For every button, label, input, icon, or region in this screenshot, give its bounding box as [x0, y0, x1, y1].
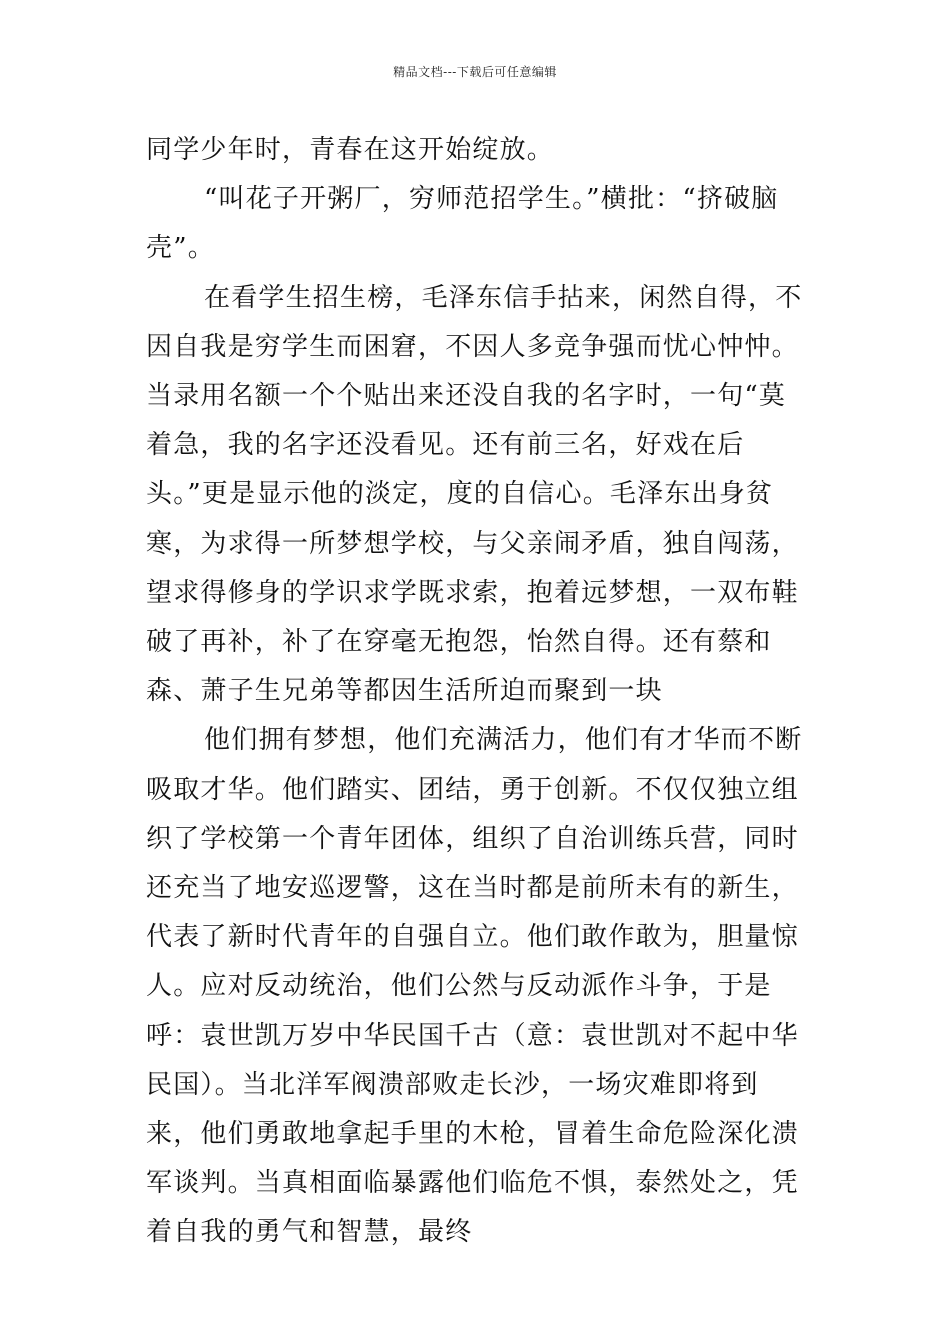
paragraph-enrollment: 在看学生招生榜，毛泽东信手拈来，闲然自得，不因自我是穷学生而困窘，不因人多竞争强而忧心忡忡。当录用名额一个个贴出来还没自我的名字时，一句“莫着急，我的名字还没看见。还有前三名，好戏在后头。”更是显示他的淡定，度的自信心。毛泽东出身贫寒，为求得一所梦想学校，与父亲闹矛盾，独自闯荡，望求得修身的学识求学既求索，抱着远梦想，一双布鞋破了再补，补了在穿毫无抱怨，怡然自得。还有蔡和森、萧子生兄弟等都因生活所迫而聚到一块	[146, 282, 803, 707]
paragraph-couplet: “叫花子开粥厂，穷师范招学生。”横批：“挤破脑壳”。	[146, 184, 779, 264]
paragraph-youth-deeds: 他们拥有梦想，他们充满活力，他们有才华而不断吸取才华。他们踏实、团结，勇于创新。不仅仅独立组织了学校第一个青年团体，组织了自治训练兵营，同时还充当了地安巡逻警，这在当时都是前所未有的新生，代表了新时代青年的自强自立。他们敢作敢为，胆量惊人。应对反动统治，他们公然与反动派作斗争，于是呼：袁世凯万岁中华民国千古（意：袁世凯对不起中华民国）。当北洋军阀溃部败走长沙，一场灾难即将到来，他们勇敢地拿起手里的木枪，冒着生命危险深化溃军谈判。当真相面临暴露他们临危不惧，泰然处之，凭着自我的勇气和智慧，最终	[146, 725, 803, 1248]
document-body	[146, 126, 810, 1258]
page-header: 精品文档---下载后可任意编辑	[393, 65, 557, 79]
paragraph-continuation: 同学少年时，青春在这开始绽放。	[146, 135, 555, 165]
